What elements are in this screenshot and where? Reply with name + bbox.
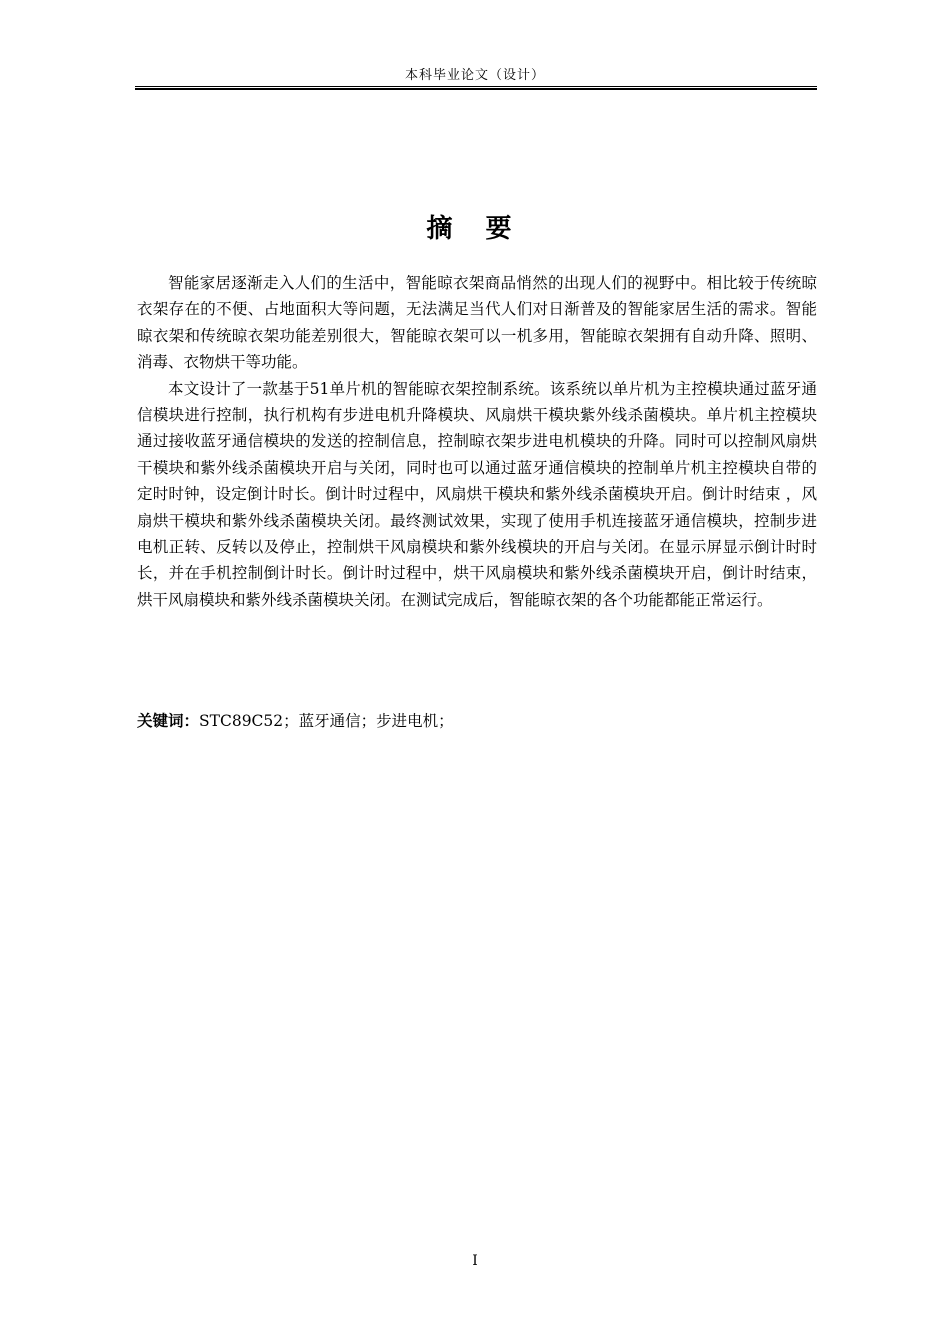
running-header: 本科毕业论文（设计）	[404, 68, 545, 83]
abstract-paragraph-2: 本文设计了一款基于51单片机的智能晾衣架控制系统。该系统以单片机为主控模块通过蓝牙通信模块进行控制，执行机构有步进电机升降模块、风扇烘干模块紫外线杀菌模块。单片机主控模块通过接收蓝牙通信模块的发送的控制信息，控制晾衣架步进电机模块的升降。同时可以控制风扇烘干模块和紫外线杀菌模块开启与关闭，同时也可以通过蓝牙通信模块的控制单片机主控模块自带的定时时钟，设定倒计时长。倒计时过程中，风扇烘干模块和紫外线杀菌模块开启。倒计时结束 ，风扇烘干模块和紫外线杀菌模块关闭。最终测试效果，实现了使用手机连接蓝牙通信模块，控制步进电机正转、反转以及停止，控制烘干风扇模块和紫外线模块的开启与关闭。在显示屏显示倒计时时长，并在手机控制倒计时长。倒计时过程中，烘干风扇模块和紫外线杀菌模块开启，倒计时结束，烘干风扇模块和紫外线杀菌模块关闭。在测试完成后，智能晾衣架的各个功能都能正常运行。	[137, 379, 817, 609]
keywords-line	[137, 709, 817, 733]
abstract-title: 摘 要	[426, 214, 524, 244]
page-number: I	[472, 1253, 478, 1269]
abstract-paragraph-1: 智能家居逐渐走入人们的生活中，智能晾衣架商品悄然的出现人们的视野中。相比较于传统晾衣架存在的不便、占地面积大等问题，无法满足当代人们对日渐普及的智能家居生活的需求。智能晾衣架和传统晾衣架功能差别很大，智能晾衣架可以一机多用，智能晾衣架拥有自动升降、照明、消毒、衣物烘干等功能。	[137, 274, 817, 372]
abstract-body	[137, 270, 817, 613]
header-rule	[135, 86, 817, 90]
keywords-label: 关键词：	[137, 712, 200, 730]
keywords-value: STC89C52；蓝牙通信；步进电机；	[199, 712, 454, 730]
